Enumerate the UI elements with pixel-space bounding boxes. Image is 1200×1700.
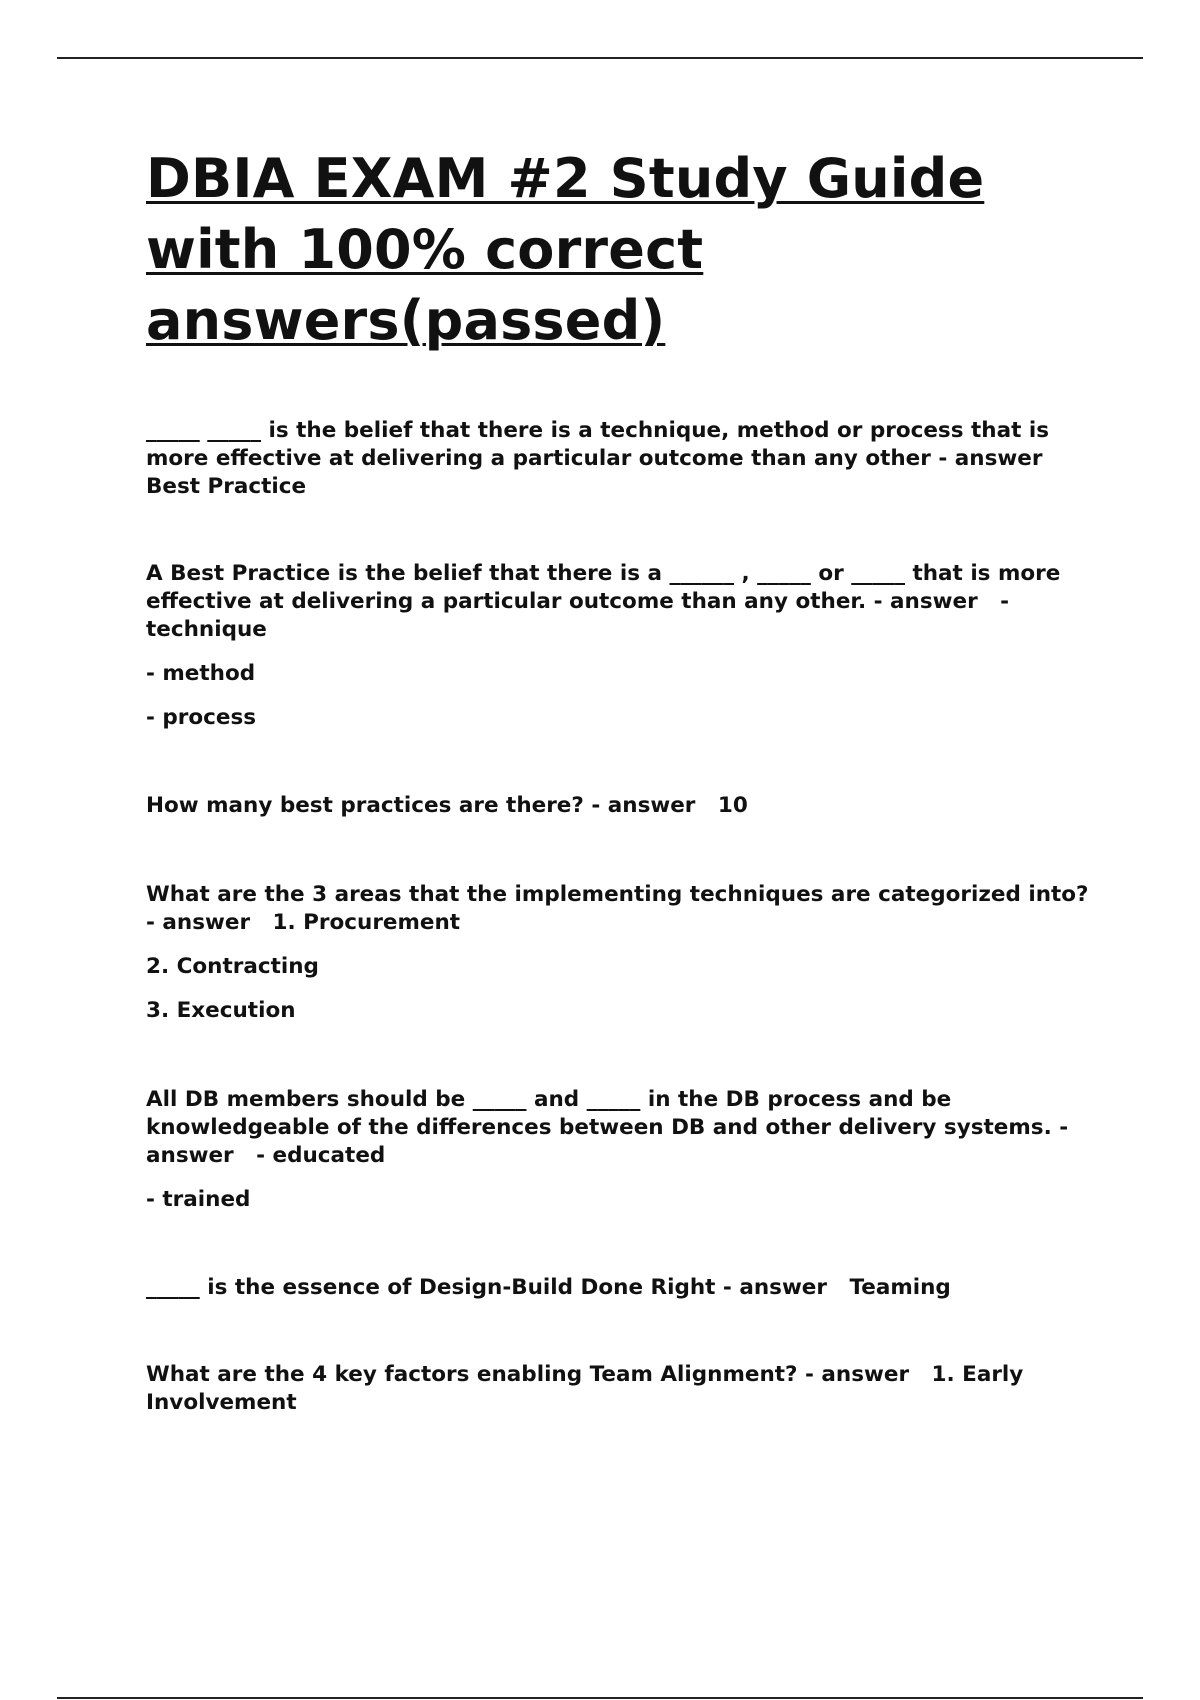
qa-answer-line: - method bbox=[146, 661, 256, 686]
qa-answer-line: 3. Execution bbox=[146, 998, 296, 1023]
qa-item-teaming bbox=[146, 1274, 1096, 1302]
qa-item-best-practice-definition bbox=[146, 560, 1096, 732]
qa-item-best-practice bbox=[146, 417, 1096, 501]
qa-answer-line: - process bbox=[146, 705, 257, 730]
qa-text: A Best Practice is the belief that there is a ______ , _____ or _____ that is more effective at delivering a particular outcome than any other. - answer - technique bbox=[146, 561, 1068, 642]
top-rule bbox=[57, 57, 1143, 59]
page-title: DBIA EXAM #2 Study Guide with 100% correct answers(passed) bbox=[146, 147, 985, 352]
qa-text: _____ _____ is the belief that there is a technique, method or process that is more effective at delivering a particular outcome than any other - answer Best Practice bbox=[146, 418, 1057, 499]
qa-text: All DB members should be _____ and _____ in the DB process and be knowledgeable of the differences between DB and other delivery systems. - answer - educated bbox=[146, 1087, 1076, 1168]
qa-item-db-members bbox=[146, 1086, 1096, 1214]
qa-item-three-areas bbox=[146, 881, 1096, 1025]
qa-text: What are the 4 key factors enabling Team Alignment? - answer 1. Early Involvement bbox=[146, 1362, 1031, 1415]
qa-item-how-many bbox=[146, 792, 1096, 820]
qa-text: _____ is the essence of Design-Build Done Right - answer Teaming bbox=[146, 1275, 951, 1300]
qa-text: What are the 3 areas that the implementing techniques are categorized into? - answer 1. Procurement bbox=[146, 882, 1097, 935]
qa-text: How many best practices are there? - answer 10 bbox=[146, 793, 748, 818]
qa-answer-line: - trained bbox=[146, 1187, 251, 1212]
bottom-rule bbox=[57, 1697, 1143, 1699]
qa-item-team-alignment bbox=[146, 1361, 1096, 1417]
qa-answer-line: 2. Contracting bbox=[146, 954, 319, 979]
